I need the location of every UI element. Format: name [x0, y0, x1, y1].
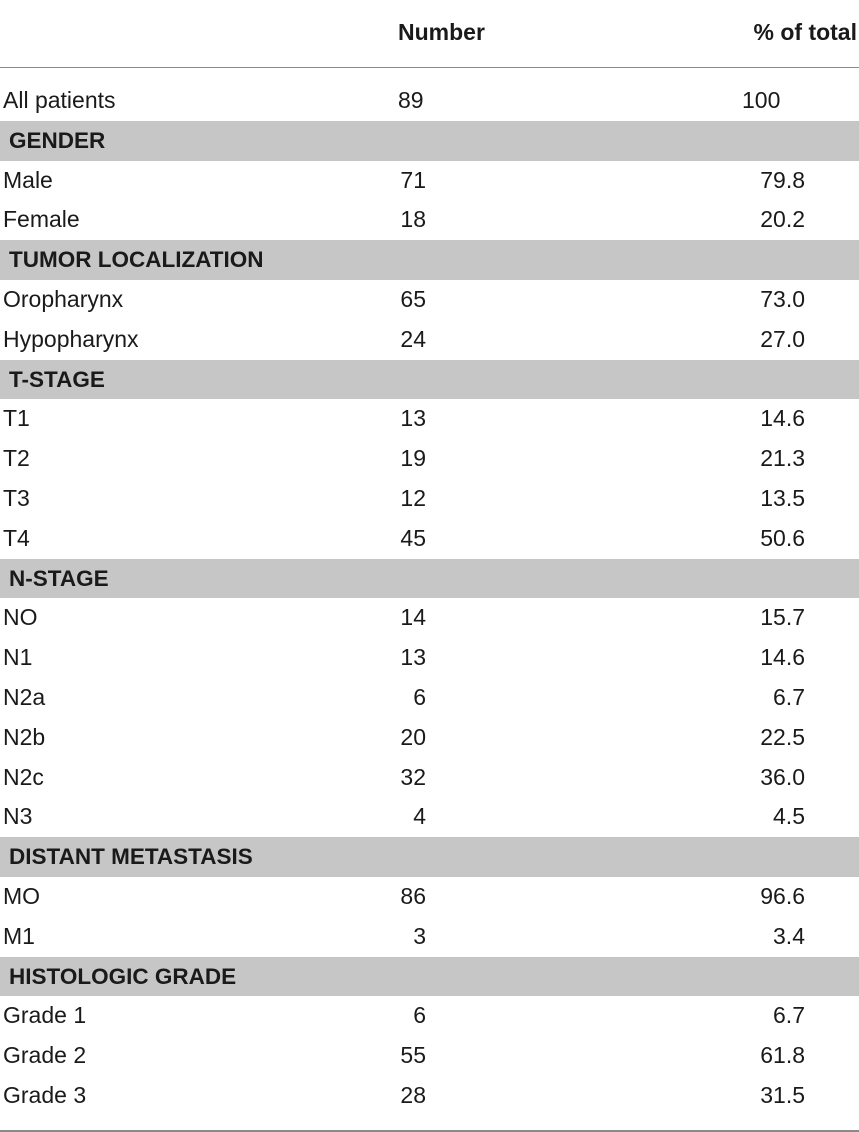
table-row	[0, 917, 859, 957]
number-cell: 12	[400, 484, 426, 511]
percent-cell: 6.7	[773, 1002, 805, 1029]
row-label: T3	[3, 484, 30, 511]
number-cell: 45	[400, 524, 426, 551]
percent-cell: 31.5	[760, 1081, 805, 1108]
percent-cell: 79.8	[760, 166, 805, 193]
table-row	[0, 320, 859, 360]
section-title: DISTANT METASTASIS	[9, 844, 253, 870]
row-label: N2b	[3, 723, 46, 750]
table-body	[0, 81, 859, 1116]
table-row	[0, 1076, 859, 1116]
table-row	[0, 280, 859, 320]
row-label: NO	[3, 604, 38, 631]
table-row	[0, 638, 859, 678]
row-label: MO	[3, 882, 41, 909]
table-row	[0, 519, 859, 559]
percent-cell: 4.5	[773, 803, 805, 830]
table-row	[0, 399, 859, 439]
percent-cell: 3.4	[773, 922, 805, 949]
row-label: T2	[3, 445, 30, 472]
row-label: N2c	[3, 763, 44, 790]
percent-cell: 20.2	[760, 206, 805, 233]
column-header-percent: % of total	[753, 19, 857, 45]
table-header	[0, 0, 859, 68]
table-row	[0, 479, 859, 519]
section-title: HISTOLOGIC GRADE	[9, 963, 237, 989]
row-label: T4	[3, 524, 30, 551]
percent-cell: 100	[742, 87, 781, 113]
percent-cell: 6.7	[773, 683, 805, 710]
percent-cell: 13.5	[760, 484, 805, 511]
number-cell: 4	[413, 803, 426, 830]
number-cell: 14	[400, 604, 426, 631]
table-row	[0, 718, 859, 758]
row-label: Male	[3, 166, 53, 193]
percent-cell: 50.6	[760, 524, 805, 551]
table-row	[0, 758, 859, 798]
number-cell: 24	[400, 325, 426, 352]
row-label: All patients	[3, 87, 116, 113]
table-row	[0, 439, 859, 479]
table-row	[0, 161, 859, 201]
section-header-row	[0, 957, 859, 997]
row-label: T1	[3, 405, 30, 432]
percent-cell: 21.3	[760, 445, 805, 472]
table-row	[0, 81, 859, 121]
section-header-row	[0, 837, 859, 877]
number-cell: 13	[400, 405, 426, 432]
row-label: Grade 2	[3, 1042, 87, 1069]
row-label: M1	[3, 922, 35, 949]
row-label: N1	[3, 644, 33, 671]
section-title: T-STAGE	[9, 366, 105, 392]
number-cell: 13	[400, 644, 426, 671]
percent-cell: 14.6	[760, 405, 805, 432]
row-label: Female	[3, 206, 80, 233]
section-title: N-STAGE	[9, 565, 109, 591]
row-label: Grade 3	[3, 1081, 87, 1108]
percent-cell: 27.0	[760, 325, 805, 352]
section-header-row	[0, 360, 859, 400]
row-label: Oropharynx	[3, 285, 124, 312]
percent-cell: 96.6	[760, 882, 805, 909]
percent-cell: 22.5	[760, 723, 805, 750]
percent-cell: 61.8	[760, 1042, 805, 1069]
bottom-rule	[0, 1130, 859, 1132]
number-cell: 65	[400, 285, 426, 312]
row-label: N3	[3, 803, 33, 830]
number-cell: 19	[400, 445, 426, 472]
row-label: Grade 1	[3, 1002, 87, 1029]
row-label: N2a	[3, 683, 46, 710]
percent-cell: 73.0	[760, 285, 805, 312]
section-title: TUMOR LOCALIZATION	[9, 247, 264, 273]
number-cell: 32	[400, 763, 426, 790]
section-title: GENDER	[9, 127, 106, 153]
number-cell: 18	[400, 206, 426, 233]
number-cell: 28	[400, 1081, 426, 1108]
number-cell: 3	[413, 922, 426, 949]
number-cell: 6	[413, 683, 426, 710]
number-cell: 71	[400, 166, 426, 193]
row-label: Hypopharynx	[3, 325, 139, 352]
percent-cell: 14.6	[760, 644, 805, 671]
table-row	[0, 1036, 859, 1076]
number-cell: 89	[398, 87, 424, 113]
table-row	[0, 996, 859, 1036]
section-header-row	[0, 559, 859, 599]
table-row	[0, 598, 859, 638]
table-row	[0, 678, 859, 718]
section-header-row	[0, 121, 859, 161]
table-row	[0, 877, 859, 917]
percent-cell: 15.7	[760, 604, 805, 631]
number-cell: 20	[400, 723, 426, 750]
section-header-row	[0, 240, 859, 280]
number-cell: 86	[400, 882, 426, 909]
percent-cell: 36.0	[760, 763, 805, 790]
table-row	[0, 200, 859, 240]
table-row	[0, 797, 859, 837]
column-header-number: Number	[398, 19, 485, 45]
number-cell: 55	[400, 1042, 426, 1069]
number-cell: 6	[413, 1002, 426, 1029]
